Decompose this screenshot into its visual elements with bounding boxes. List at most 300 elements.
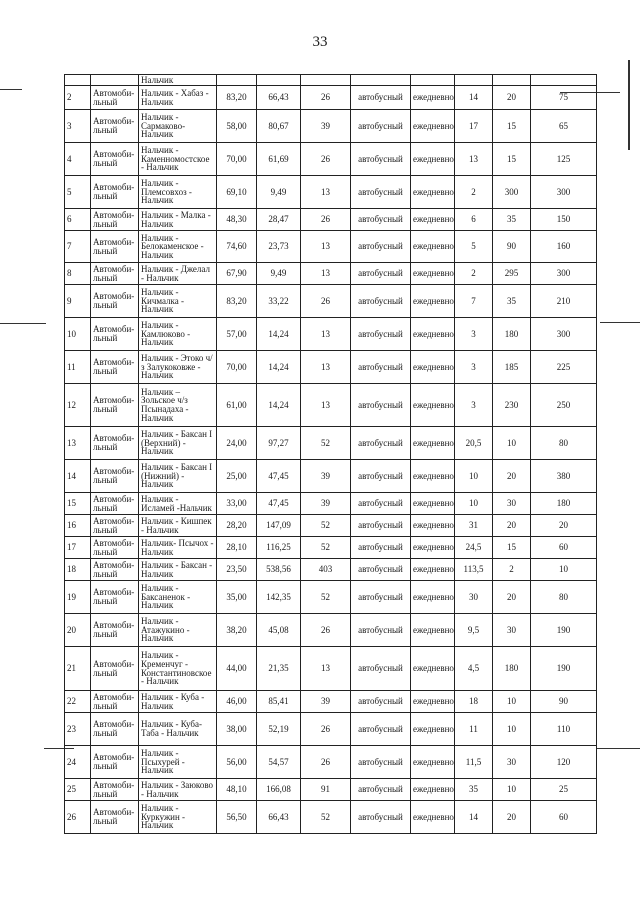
cell-col-1: 3 xyxy=(455,384,493,427)
cell-col-1: 13 xyxy=(455,143,493,176)
cell-col-2: 10 xyxy=(493,427,531,460)
cell-frequency: ежедневно xyxy=(411,614,455,647)
cell-mode: автобусный xyxy=(351,176,411,209)
cell-length: 33,00 xyxy=(217,493,257,515)
cell-col-1: 18 xyxy=(455,691,493,713)
table-row xyxy=(65,537,597,559)
cell-length: 70,00 xyxy=(217,351,257,384)
page-number: 33 xyxy=(312,34,328,50)
cell-col-3: 60 xyxy=(531,801,597,834)
cell-col-1: 11,5 xyxy=(455,746,493,779)
cell-col-2: 35 xyxy=(493,285,531,318)
cell-type: Автомоби-льный xyxy=(91,285,139,318)
cell-frequency: ежедневно xyxy=(411,581,455,614)
cell-col-2: 30 xyxy=(493,493,531,515)
cell-frequency: ежедневно xyxy=(411,746,455,779)
cell-num: 4 xyxy=(65,143,91,176)
cell-col-3 xyxy=(531,75,597,86)
table-row xyxy=(65,231,597,263)
cell-length: 46,00 xyxy=(217,691,257,713)
cell-col-3: 225 xyxy=(531,351,597,384)
cell-frequency: ежедневно xyxy=(411,110,455,143)
cell-col-3: 300 xyxy=(531,318,597,351)
table-row xyxy=(65,384,597,427)
cell-length: 25,00 xyxy=(217,460,257,493)
cell-value-2: 52 xyxy=(301,537,351,559)
cell-length: 38,00 xyxy=(217,713,257,746)
cell-type: Автомоби-льный xyxy=(91,691,139,713)
cell-value-2: 52 xyxy=(301,515,351,537)
cell-value-2: 26 xyxy=(301,614,351,647)
cell-route: Нальчик - Куба - Нальчик xyxy=(139,691,217,713)
cell-num: 7 xyxy=(65,231,91,263)
cell-col-3: 180 xyxy=(531,493,597,515)
cell-type: Автомоби-льный xyxy=(91,493,139,515)
cell-frequency: ежедневно xyxy=(411,493,455,515)
cell-num: 2 xyxy=(65,86,91,110)
cell-route: Нальчик - Баксан I (Верхний) - Нальчик xyxy=(139,427,217,460)
cell-mode: автобусный xyxy=(351,713,411,746)
cell-num: 26 xyxy=(65,801,91,834)
cell-col-1: 11 xyxy=(455,713,493,746)
cell-col-1: 4,5 xyxy=(455,647,493,691)
table-row xyxy=(65,559,597,581)
cell-num: 23 xyxy=(65,713,91,746)
cell-mode: автобусный xyxy=(351,384,411,427)
cell-length: 38,20 xyxy=(217,614,257,647)
cell-col-2: 20 xyxy=(493,515,531,537)
cell-value-2: 13 xyxy=(301,231,351,263)
table-row xyxy=(65,493,597,515)
cell-value-1: 14,24 xyxy=(257,351,301,384)
cell-num: 3 xyxy=(65,110,91,143)
cell-num: 21 xyxy=(65,647,91,691)
cell-value-1: 147,09 xyxy=(257,515,301,537)
cell-value-2: 13 xyxy=(301,176,351,209)
cell-mode: автобусный xyxy=(351,143,411,176)
cell-frequency: ежедневно xyxy=(411,537,455,559)
cell-mode: автобусный xyxy=(351,581,411,614)
cell-value-1: 47,45 xyxy=(257,493,301,515)
cell-length: 28,20 xyxy=(217,515,257,537)
cell-length: 44,00 xyxy=(217,647,257,691)
cell-value-1: 14,24 xyxy=(257,384,301,427)
cell-value-1: 85,41 xyxy=(257,691,301,713)
cell-type: Автомоби-льный xyxy=(91,318,139,351)
table-row xyxy=(65,263,597,285)
cell-value-2: 39 xyxy=(301,493,351,515)
cell-num: 15 xyxy=(65,493,91,515)
cell-route: Нальчик - Заюково - Нальчик xyxy=(139,779,217,801)
cell-length: 69,10 xyxy=(217,176,257,209)
cell-value-2: 403 xyxy=(301,559,351,581)
cell-length: 23,50 xyxy=(217,559,257,581)
cell-type: Автомоби-льный xyxy=(91,647,139,691)
table-row xyxy=(65,176,597,209)
cell-col-3: 190 xyxy=(531,647,597,691)
cell-mode: автобусный xyxy=(351,746,411,779)
cell-mode: автобусный xyxy=(351,263,411,285)
cell-value-2: 39 xyxy=(301,460,351,493)
cell-length: 70,00 xyxy=(217,143,257,176)
cell-value-1: 33,22 xyxy=(257,285,301,318)
cell-mode: автобусный xyxy=(351,285,411,318)
cell-value-2: 26 xyxy=(301,209,351,231)
cell-num: 10 xyxy=(65,318,91,351)
table-row-continued xyxy=(65,75,597,86)
cell-route: Нальчик - Малка - Нальчик xyxy=(139,209,217,231)
cell-frequency: ежедневно xyxy=(411,779,455,801)
cell-type: Автомоби-льный xyxy=(91,779,139,801)
cell-col-3: 120 xyxy=(531,746,597,779)
cell-type: Автомоби-льный xyxy=(91,86,139,110)
cell-value-1: 54,57 xyxy=(257,746,301,779)
cell-col-1: 5 xyxy=(455,231,493,263)
cell-route: Нальчик - Исламей -Нальчик xyxy=(139,493,217,515)
cell-type: Автомоби-льный xyxy=(91,746,139,779)
cell-num: 18 xyxy=(65,559,91,581)
cell-num: 14 xyxy=(65,460,91,493)
cell-mode: автобусный xyxy=(351,515,411,537)
cell-col-1: 20,5 xyxy=(455,427,493,460)
cell-col-3: 300 xyxy=(531,176,597,209)
cell-value-2: 52 xyxy=(301,427,351,460)
cell-value-2: 26 xyxy=(301,86,351,110)
cell-col-2: 300 xyxy=(493,176,531,209)
cell-length: 61,00 xyxy=(217,384,257,427)
table-row xyxy=(65,515,597,537)
cell-mode: автобусный xyxy=(351,779,411,801)
cell-value-1: 47,45 xyxy=(257,460,301,493)
cell-type: Автомоби-льный xyxy=(91,537,139,559)
cell-route: Нальчик - Каменномостское - Нальчик xyxy=(139,143,217,176)
cell-col-1: 10 xyxy=(455,493,493,515)
cell-num: 25 xyxy=(65,779,91,801)
cell-route: Нальчик - Джелал - Нальчик xyxy=(139,263,217,285)
cell-frequency: ежедневно xyxy=(411,143,455,176)
cell-value-1: 66,43 xyxy=(257,801,301,834)
cell-route: Нальчик- Псычох - Нальчик xyxy=(139,537,217,559)
cell-value-2: 91 xyxy=(301,779,351,801)
cell-col-2: 10 xyxy=(493,779,531,801)
cell-col-3: 300 xyxy=(531,263,597,285)
cell-type: Автомоби-льный xyxy=(91,384,139,427)
cell-col-2: 15 xyxy=(493,110,531,143)
cell-length: 83,20 xyxy=(217,285,257,318)
cell-value-2: 52 xyxy=(301,581,351,614)
cell-mode: автобусный xyxy=(351,559,411,581)
cell-col-3: 75 xyxy=(531,86,597,110)
cell-col-2: 30 xyxy=(493,614,531,647)
cell-mode: автобусный xyxy=(351,460,411,493)
cell-col-2: 230 xyxy=(493,384,531,427)
cell-col-1: 10 xyxy=(455,460,493,493)
cell-col-3: 60 xyxy=(531,537,597,559)
cell-value-2: 39 xyxy=(301,691,351,713)
cell-route: Нальчик - Камлюково - Нальчик xyxy=(139,318,217,351)
cell-mode: автобусный xyxy=(351,647,411,691)
cell-mode: автобусный xyxy=(351,427,411,460)
table-row xyxy=(65,647,597,691)
cell-col-1: 2 xyxy=(455,176,493,209)
cell-route: Нальчик - Белокаменское - Нальчик xyxy=(139,231,217,263)
cell-col-3: 250 xyxy=(531,384,597,427)
cell-col-1 xyxy=(455,75,493,86)
cell-value-1: 23,73 xyxy=(257,231,301,263)
cell-value-2: 26 xyxy=(301,143,351,176)
cell-length: 24,00 xyxy=(217,427,257,460)
cell-value-1: 9,49 xyxy=(257,263,301,285)
cell-route: Нальчик - Баксан - Нальчик xyxy=(139,559,217,581)
cell-route: Нальчик - Племсовхоз - Нальчик xyxy=(139,176,217,209)
cell-col-3: 190 xyxy=(531,614,597,647)
cell-col-2: 20 xyxy=(493,460,531,493)
scan-artifact-line xyxy=(0,323,46,324)
cell-route: Нальчик - Кичмалка - Нальчик xyxy=(139,285,217,318)
cell-length: 58,00 xyxy=(217,110,257,143)
cell-value-1: 80,67 xyxy=(257,110,301,143)
cell-col-3: 125 xyxy=(531,143,597,176)
cell-col-1: 30 xyxy=(455,581,493,614)
cell-col-2: 30 xyxy=(493,746,531,779)
cell-length: 67,90 xyxy=(217,263,257,285)
cell-num: 13 xyxy=(65,427,91,460)
table-row xyxy=(65,351,597,384)
cell-type: Автомоби-льный xyxy=(91,614,139,647)
cell-col-3: 80 xyxy=(531,581,597,614)
cell-col-2: 185 xyxy=(493,351,531,384)
cell-col-3: 380 xyxy=(531,460,597,493)
cell-mode: автобусный xyxy=(351,86,411,110)
cell-mode: автобусный xyxy=(351,493,411,515)
cell-frequency: ежедневно xyxy=(411,515,455,537)
cell-length: 48,10 xyxy=(217,779,257,801)
cell-length: 28,10 xyxy=(217,537,257,559)
cell-type: Автомоби-льный xyxy=(91,110,139,143)
routes-table xyxy=(64,74,597,834)
cell-type: Автомоби-льный xyxy=(91,713,139,746)
cell-col-2: 295 xyxy=(493,263,531,285)
cell-frequency: ежедневно xyxy=(411,559,455,581)
cell-frequency: ежедневно xyxy=(411,285,455,318)
routes-table-body xyxy=(65,75,597,834)
cell-value-1: 166,08 xyxy=(257,779,301,801)
cell-route: Нальчик - Куркужин - Нальчик xyxy=(139,801,217,834)
cell-col-2: 180 xyxy=(493,318,531,351)
table-row xyxy=(65,86,597,110)
cell-length: 35,00 xyxy=(217,581,257,614)
cell-col-2: 35 xyxy=(493,209,531,231)
cell-type: Автомоби-льный xyxy=(91,231,139,263)
cell-route: Нальчик - Сармаково- Нальчик xyxy=(139,110,217,143)
cell-col-2: 20 xyxy=(493,801,531,834)
cell-mode: автобусный xyxy=(351,691,411,713)
cell-value-1: 28,47 xyxy=(257,209,301,231)
cell-value-2: 13 xyxy=(301,318,351,351)
cell-col-1: 113,5 xyxy=(455,559,493,581)
scan-artifact-line xyxy=(596,748,640,749)
cell-col-1: 14 xyxy=(455,801,493,834)
cell-value-1: 142,35 xyxy=(257,581,301,614)
cell-col-3: 65 xyxy=(531,110,597,143)
table-row xyxy=(65,318,597,351)
cell-length: 48,30 xyxy=(217,209,257,231)
cell-frequency: ежедневно xyxy=(411,801,455,834)
cell-frequency: ежедневно xyxy=(411,713,455,746)
cell-frequency: ежедневно xyxy=(411,86,455,110)
cell-frequency: ежедневно xyxy=(411,427,455,460)
cell-type: Автомоби-льный xyxy=(91,351,139,384)
cell-col-1: 3 xyxy=(455,318,493,351)
cell-col-3: 210 xyxy=(531,285,597,318)
cell-route: Нальчик - Этоко ч/з Залукоковже - Нальчик xyxy=(139,351,217,384)
table-row xyxy=(65,801,597,834)
cell-col-2: 15 xyxy=(493,143,531,176)
table-row xyxy=(65,614,597,647)
cell-frequency: ежедневно xyxy=(411,176,455,209)
cell-type: Автомоби-льный xyxy=(91,559,139,581)
cell-length: 57,00 xyxy=(217,318,257,351)
table-row xyxy=(65,779,597,801)
cell-frequency: ежедневно xyxy=(411,209,455,231)
cell-type: Автомоби-льный xyxy=(91,460,139,493)
cell-value-1: 116,25 xyxy=(257,537,301,559)
cell-mode: автобусный xyxy=(351,351,411,384)
cell-value-2: 13 xyxy=(301,351,351,384)
cell-value-1: 21,35 xyxy=(257,647,301,691)
cell-col-1: 35 xyxy=(455,779,493,801)
cell-col-3: 25 xyxy=(531,779,597,801)
cell-value-1: 538,56 xyxy=(257,559,301,581)
cell-mode: автобусный xyxy=(351,614,411,647)
cell-mode: автобусный xyxy=(351,209,411,231)
cell-value-1: 14,24 xyxy=(257,318,301,351)
cell-col-3: 80 xyxy=(531,427,597,460)
cell-route: Нальчик - Куба-Таба - Нальчик xyxy=(139,713,217,746)
cell-route: Нальчик - Псыхурей - Нальчик xyxy=(139,746,217,779)
cell-col-2: 2 xyxy=(493,559,531,581)
cell-col-1: 2 xyxy=(455,263,493,285)
table-row xyxy=(65,746,597,779)
cell-route: Нальчик - Кишпек - Нальчик xyxy=(139,515,217,537)
cell-col-3: 90 xyxy=(531,691,597,713)
cell-frequency: ежедневно xyxy=(411,691,455,713)
cell-col-1: 6 xyxy=(455,209,493,231)
cell-type: Автомоби-льный xyxy=(91,176,139,209)
cell-num: 16 xyxy=(65,515,91,537)
cell-value-2: 39 xyxy=(301,110,351,143)
cell-route: Нальчик xyxy=(139,75,217,86)
table-row xyxy=(65,285,597,318)
cell-col-3: 10 xyxy=(531,559,597,581)
cell-type: Автомоби-льный xyxy=(91,143,139,176)
cell-col-3: 110 xyxy=(531,713,597,746)
cell-col-1: 9,5 xyxy=(455,614,493,647)
cell-num: 5 xyxy=(65,176,91,209)
cell-col-2: 10 xyxy=(493,691,531,713)
cell-col-2: 10 xyxy=(493,713,531,746)
cell-value-2: 13 xyxy=(301,263,351,285)
cell-value-1: 61,69 xyxy=(257,143,301,176)
scan-artifact-edge xyxy=(628,60,630,150)
cell-frequency: ежедневно xyxy=(411,351,455,384)
cell-value-2: 52 xyxy=(301,801,351,834)
cell-value-1: 9,49 xyxy=(257,176,301,209)
scan-artifact-line xyxy=(0,89,22,90)
cell-col-1: 14 xyxy=(455,86,493,110)
cell-value-2 xyxy=(301,75,351,86)
table-row xyxy=(65,209,597,231)
cell-value-1: 52,19 xyxy=(257,713,301,746)
cell-length: 56,00 xyxy=(217,746,257,779)
cell-value-2: 26 xyxy=(301,713,351,746)
cell-col-2: 20 xyxy=(493,86,531,110)
cell-type: Автомоби-льный xyxy=(91,427,139,460)
cell-mode: автобусный xyxy=(351,231,411,263)
cell-num xyxy=(65,75,91,86)
cell-num: 17 xyxy=(65,537,91,559)
cell-route: Нальчик - Кременчуг - Константиновское - Нальчик xyxy=(139,647,217,691)
cell-value-1: 45,08 xyxy=(257,614,301,647)
cell-type: Автомоби-льный xyxy=(91,209,139,231)
cell-frequency: ежедневно xyxy=(411,384,455,427)
cell-value-2: 26 xyxy=(301,285,351,318)
cell-num: 22 xyxy=(65,691,91,713)
cell-frequency: ежедневно xyxy=(411,318,455,351)
cell-length xyxy=(217,75,257,86)
cell-num: 11 xyxy=(65,351,91,384)
cell-num: 6 xyxy=(65,209,91,231)
cell-length: 74,60 xyxy=(217,231,257,263)
cell-num: 24 xyxy=(65,746,91,779)
cell-num: 12 xyxy=(65,384,91,427)
table-row xyxy=(65,460,597,493)
cell-value-2: 26 xyxy=(301,746,351,779)
table-row xyxy=(65,691,597,713)
cell-col-1: 31 xyxy=(455,515,493,537)
cell-frequency xyxy=(411,75,455,86)
cell-route: Нальчик - Баксаненок - Нальчик xyxy=(139,581,217,614)
cell-type: Автомоби-льный xyxy=(91,515,139,537)
cell-value-1 xyxy=(257,75,301,86)
cell-mode xyxy=(351,75,411,86)
cell-route: Нальчик - Атажукино - Нальчик xyxy=(139,614,217,647)
cell-type xyxy=(91,75,139,86)
table-row xyxy=(65,713,597,746)
scan-artifact-line xyxy=(600,322,640,323)
cell-col-1: 7 xyxy=(455,285,493,318)
cell-col-1: 17 xyxy=(455,110,493,143)
cell-col-2: 180 xyxy=(493,647,531,691)
cell-value-1: 97,27 xyxy=(257,427,301,460)
table-row xyxy=(65,110,597,143)
cell-mode: автобусный xyxy=(351,801,411,834)
cell-type: Автомоби-льный xyxy=(91,581,139,614)
cell-col-1: 24,5 xyxy=(455,537,493,559)
cell-col-2: 90 xyxy=(493,231,531,263)
cell-value-2: 13 xyxy=(301,647,351,691)
table-row xyxy=(65,581,597,614)
cell-num: 8 xyxy=(65,263,91,285)
cell-frequency: ежедневно xyxy=(411,460,455,493)
cell-col-3: 20 xyxy=(531,515,597,537)
cell-length: 56,50 xyxy=(217,801,257,834)
cell-frequency: ежедневно xyxy=(411,231,455,263)
cell-col-1: 3 xyxy=(455,351,493,384)
cell-col-2: 20 xyxy=(493,581,531,614)
cell-mode: автобусный xyxy=(351,537,411,559)
table-row xyxy=(65,427,597,460)
